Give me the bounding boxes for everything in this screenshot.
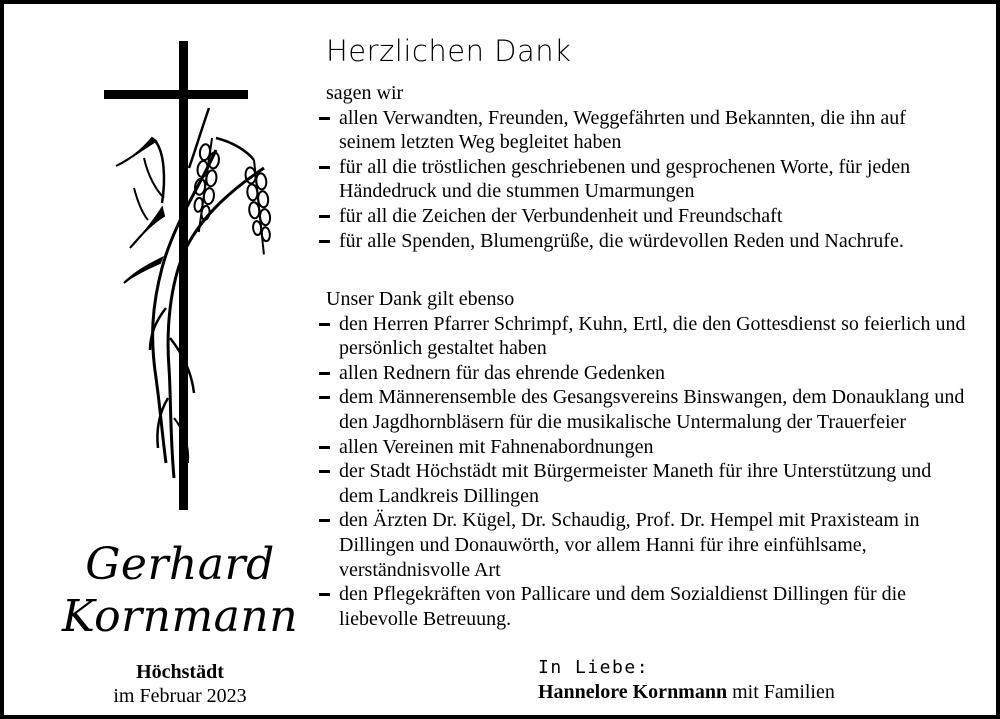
signer-suffix: mit Familien [732,681,835,703]
list-item: für alle Spenden, Blumengrüße, die würdevollen Reden und Nachrufe. [320,229,966,254]
list-item: den Herren Pfarrer Schrimpf, Kuhn, Ertl, die den Gottesdienst so feierlich und persönlich gestaltet haben [320,312,966,361]
list-item: allen Vereinen mit Fahnenabordnungen [320,435,966,460]
thanks-intro: sagen wir [326,82,404,104]
list-item: allen Verwandten, Freunden, Weggefährten und Bekannten, die ihn auf seinem letzten Weg begleitet haben [320,106,966,155]
list-item: dem Männerensemble des Gesangsvereins Binswangen, dem Donauklang und den Jagdhornbläsern für die musikalische Untermalung der Trauerfeier [320,385,966,434]
list-item: der Stadt Höchstädt mit Bürgermeister Maneth für ihre Unterstützung und dem Landkreis Dillingen [320,459,966,508]
cross-with-wheat-icon [104,38,284,518]
thanks-section [326,81,966,253]
list-item: den Pflegekräften von Pallicare und dem Sozialdienst Dillingen für die liebevolle Betreuung. [320,582,966,631]
signer-name: Hannelore Kornmann [538,681,728,703]
list-item: für all die tröstlichen geschriebenen und gesprochenen Worte, für jeden Händedruck und die stummen Umarmungen [320,155,966,204]
page-title: Herzlichen Dank [326,34,572,68]
thanks-list [326,106,966,254]
location: Höchstädt [136,661,224,683]
also-thanks-intro: Unser Dank gilt ebenso [326,288,515,310]
deceased-first-name: Gerhard [85,539,275,590]
closing-line: In Liebe: [538,657,650,678]
signature-line [538,681,835,704]
list-item: den Ärzten Dr. Kügel, Dr. Schaudig, Prof. Dr. Hempel mit Praxisteam in Dillingen und Donauwörth, vor allem Hanni für ihre einfühlsame, verständnisvolle Art [320,508,966,582]
also-thanks-section [326,287,966,631]
date: im Februar 2023 [113,685,247,707]
list-item: für all die Zeichen der Verbundenheit und Freundschaft [320,204,966,229]
list-item: allen Rednern für das ehrende Gedenken [320,361,966,386]
deceased-last-name: Kornmann [61,591,299,642]
also-thanks-list [326,312,966,632]
